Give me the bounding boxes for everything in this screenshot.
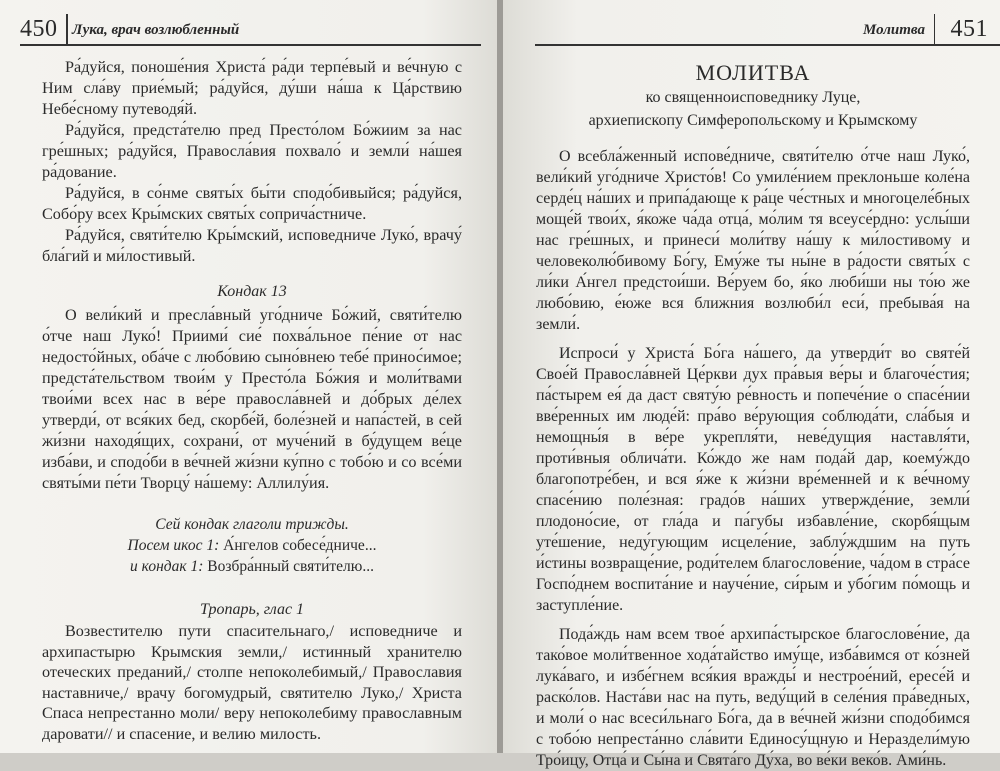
paragraph: Ра́дуйся, поноше́ния Христа́ ра́ди терпе́вый и ве́чную с Ним сла́ву прие́мый; ра́дуйся, ду́ши на́ша к Ца́рствию Небе́сному путеводя́й. bbox=[42, 58, 462, 118]
running-head: Молитва bbox=[862, 22, 925, 38]
rubric-note bbox=[42, 514, 462, 577]
left-page-body bbox=[42, 57, 462, 744]
rubric-label: Посем икос 1: bbox=[127, 537, 220, 554]
prayer-subtitle: ко священноисповеднику Луце, bbox=[645, 89, 861, 106]
paragraph: Ра́дуйся, святи́телю Кры́мский, исповедниче Луко́, врачу́ бла́гий и ми́лостивый. bbox=[42, 226, 462, 265]
left-page bbox=[0, 0, 497, 753]
header-rule bbox=[535, 44, 1000, 46]
right-page bbox=[503, 0, 1000, 769]
paragraph: Ра́дуйся, предста́телю пред Престо́лом Бо́жиим за нас гре́шных; ра́дуйся, Правосла́вия похвало́ и земли́ на́шея ра́дование. bbox=[42, 121, 462, 181]
paragraph: Ра́дуйся, в со́нме святы́х бы́ти сподо́бивыйся; ра́дуйся, Собо́ру всех Кры́мских святы́х соприча́стниче. bbox=[42, 184, 462, 223]
paragraph: Пода́ждь нам всем твое́ архипа́стырское благослове́ние, да тако́вое моли́твенное хода́тайство иму́ще, изба́вимся от ко́зней лука́ваго, и избе́гнем вся́кия вражды́ и нестрое́ний, ересе́й и раско́лов. Наста́ви нас на путь, веду́щий в селе́ния пра́ведных, и моли́ о нас всеси́льнаго Бо́га, да в ве́чней жи́зни сподо́бимся с тобо́ю непреста́нно сла́вити Единосу́щную и Нераздели́мую Тро́ицу, Отца́ и Сы́на и Свята́го Ду́ха, во ве́ки веко́в. Ами́нь. bbox=[536, 626, 970, 769]
rubric-line: Сей кондак глаголи трижды. bbox=[155, 516, 349, 533]
rubric-line bbox=[42, 535, 462, 556]
page-number-divider bbox=[934, 14, 936, 44]
header-rule bbox=[20, 44, 481, 46]
tropar-text: Возвестителю пути спасительнаго,/ исповедниче и архипастырю Крымския земли,/ истинный хранителю отеческих преданий,/ столпе непоколебимый,/ Православия наставниче,/ врачу богомудрый, святителю Луко,/ Христа Спаса непрестанно моли/ веру непоколебиму православным даровати// и спасение, и велию милость. bbox=[42, 622, 462, 743]
tropar-block bbox=[42, 621, 462, 744]
running-head: Лука, врач возлюбленный bbox=[72, 22, 240, 38]
tropar-heading: Тропарь, глас 1 bbox=[199, 601, 305, 618]
page-number: 450 bbox=[20, 16, 58, 42]
rubric-incipit: Возбра́нный святи́телю... bbox=[203, 558, 374, 575]
page-number: 451 bbox=[950, 16, 988, 42]
rubric-incipit: А́нгелов собесе́дниче... bbox=[219, 537, 377, 554]
kondak-text: О вели́кий и пресла́вный уго́дниче Бо́жий, святи́телю о́тче наш Луко́! Приими́ сие́ похва́льное пе́ние от нас недосто́йных, оба́че с любо́вию сыно́внею тебе́ принос́имое; предста́тельством твои́м у Престо́ла Бо́жия и моли́твами твои́ми всех нас в ве́ре правосла́вней и до́брых де́лех утверди́, от вся́ких бед, скорбе́й, боле́зней и напа́стей, в сей жи́зни находя́щих, сохрани́, от муче́ний в бу́дущем ве́це изба́ви, и сподо́би в ве́чней жи́зни ку́пно с тобо́ю и со все́ми святы́ми пе́ти Творцу́ на́шему: Аллилу́ия. bbox=[42, 306, 462, 492]
kondak-heading: Кондак 13 bbox=[217, 283, 287, 300]
paragraph: О всебла́женный испове́дниче, святи́телю о́тче наш Луко́, вели́кий уго́дниче Христо́в! Со умиле́нием преклоньше коле́на серде́ц на́ших и припа́дающе к ра́це че́стных и многоцеле́бных моще́й твои́х, я́коже ча́да отца́, мо́лим тя всеусе́рдно: услы́ши нас гре́шных, и принеси́ моли́тву на́шу к ми́лостивому и человеколю́бивому Бо́гу, Ему́же ты ны́не в ра́дости святы́х с ли́ки А́нгел предстои́ши. Ве́руем бо, я́ко люби́ши ны то́ю же любо́вию, е́юже вся ближния возлюби́л еси́, пребыва́я на земли́. bbox=[536, 148, 970, 333]
rubric-line bbox=[42, 556, 462, 577]
paragraph: Испроси́ у Христа́ Бо́га на́шего, да утверди́т во святе́й Свое́й Правосла́вней Це́ркви дух пра́выя ве́ры и благоче́стия; па́стырем ея́ да даст святу́ю ре́вность и попече́ние о спасе́нии вве́ренных им люде́й: пра́во ве́рующия соблюда́ти, сла́быя и немощны́я в ве́ре укрепля́ти, неве́дущия наставля́ти, проти́вныя облича́ти. Ко́ждо же нам пода́й дар, коему́ждо благопотре́бен, и вся я́же к жи́зни вре́менней и к ве́чному спасе́нию поле́зная: градо́в на́ших утвержде́ние, земли́ плодоно́сие, от гла́да и па́губы избавле́ние, скорбя́щым уте́шение, неду́гующим исцеле́ние, заблу́ждшим на путь и́стины возвраще́ние, роди́телем благослове́ние, ча́дом в стра́се Госпо́днем воспита́ние и науче́ние, си́рым и убо́гим по́мощь и заступле́ние. bbox=[536, 345, 970, 614]
prayer-title: МОЛИТВА bbox=[695, 60, 811, 85]
right-page-body bbox=[536, 57, 970, 771]
rubric-label: и кондак 1: bbox=[130, 558, 204, 575]
prayer-subtitle: архиепископу Симферопольскому и Крымскому bbox=[588, 112, 918, 129]
page-number-divider bbox=[66, 14, 68, 44]
